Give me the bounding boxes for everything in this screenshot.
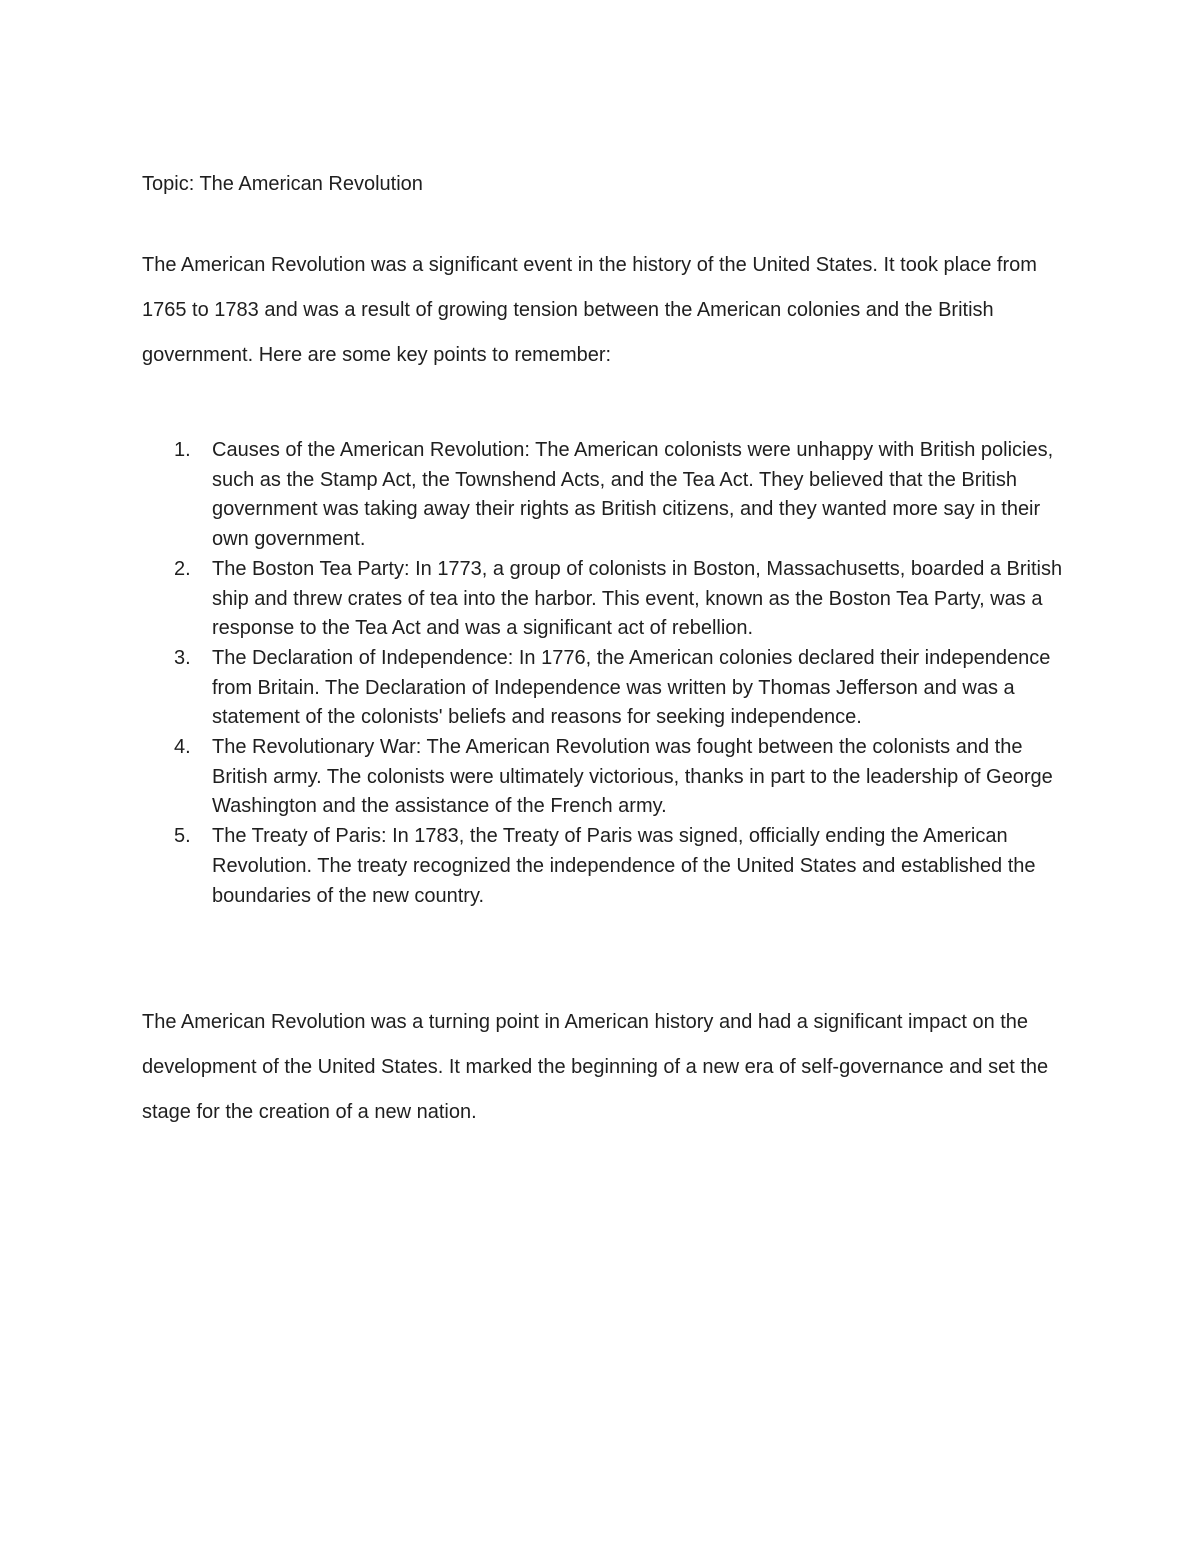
- key-point-number: 4.: [174, 736, 191, 759]
- key-point-number: 2.: [174, 557, 191, 580]
- key-points-list: [142, 436, 1072, 911]
- key-point-text: The Declaration of Independence: In 1776, the American colonies declared their independence from Britain. The Declaration of Independence was written by Thomas Jefferson and was a statement of the colonists' beliefs and reasons for seeking independence.: [212, 646, 1051, 729]
- key-point-text: The Revolutionary War: The American Revolution was fought between the colonists and the British army. The colonists were ultimately victorious, thanks in part to the leadership of George Washington and the assistance of the French army.: [212, 736, 1053, 818]
- key-point-text: The Treaty of Paris: In 1783, the Treaty of Paris was signed, officially ending the American Revolution. The treaty recognized the independence of the United States and established the boundaries of the new country.: [212, 825, 1036, 907]
- key-point-item: [142, 555, 1072, 644]
- key-point-text: Causes of the American Revolution: The American colonists were unhappy with British policies, such as the Stamp Act, the Townshend Acts, and the Tea Act. They believed that the British government was taking away their rights as British citizens, and they wanted more say in their own government.: [212, 439, 1054, 551]
- key-point-number: 1.: [174, 439, 191, 461]
- key-point-number: 3.: [174, 646, 191, 669]
- key-point-number: 5.: [174, 825, 191, 848]
- key-point-item: [142, 733, 1072, 822]
- key-point-item: [142, 822, 1072, 911]
- intro-paragraph: The American Revolution was a significant event in the history of the United States. It took place from 1765 to 1783 and was a result of growing tension between the American colonies and the British government. Here are some key points to remember:: [142, 254, 1037, 366]
- conclusion-paragraph: The American Revolution was a turning point in American history and had a significant impact on the development of the United States. It marked the beginning of a new era of self-governance and set the stage for the creation of a new nation.: [142, 1011, 1049, 1123]
- document-topic: Topic: The American Revolution: [142, 173, 423, 195]
- key-point-item: [142, 436, 1072, 555]
- key-point-text: The Boston Tea Party: In 1773, a group of colonists in Boston, Massachusetts, boarded a British ship and threw crates of tea into the harbor. This event, known as the Boston Tea Party, was a response to the Tea Act and was a significant act of rebellion.: [212, 557, 1063, 640]
- key-point-item: [142, 644, 1072, 733]
